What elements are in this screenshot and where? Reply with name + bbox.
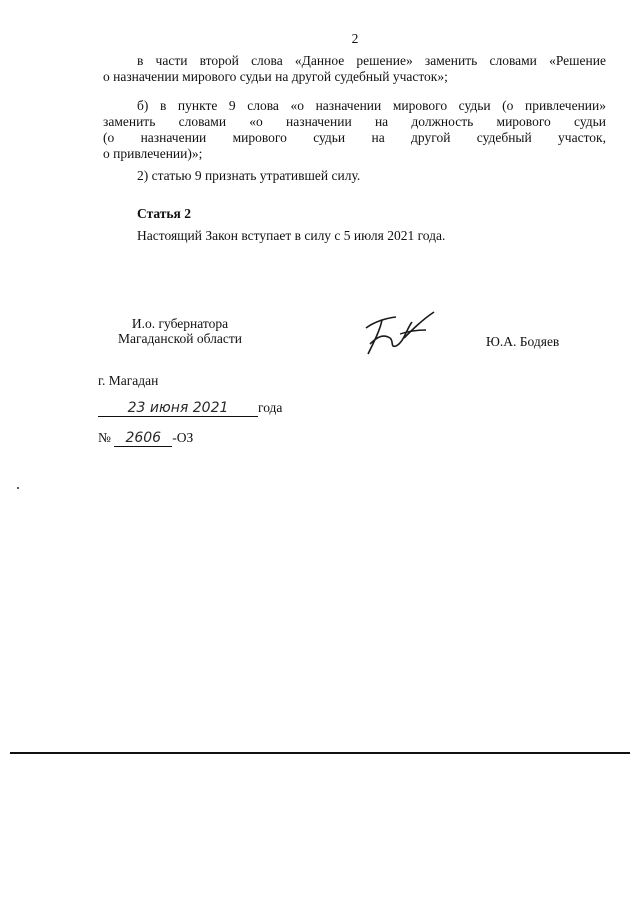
- paragraph-line: заменить словами «о назначении на должность мирового судьи: [103, 114, 606, 129]
- paragraph-line: в части второй слова «Данное решение» заменить словами «Решение: [137, 53, 606, 68]
- page-number: 2: [351, 31, 359, 46]
- city: г. Магадан: [98, 373, 159, 388]
- number-suffix: -ОЗ: [172, 430, 194, 445]
- signatory-name: Ю.А. Бодяев: [486, 334, 560, 349]
- date-suffix: года: [258, 400, 283, 415]
- number-sign: №: [98, 430, 111, 445]
- handwritten-signature: [360, 308, 440, 358]
- signatory-position-line: Магаданской области: [118, 331, 242, 346]
- signing-date: [98, 400, 282, 417]
- paragraph-line: (о назначении мирового судьи на другой судебный участок,: [103, 130, 606, 145]
- paragraph-repeal: 2) статью 9 признать утратившей силу.: [137, 168, 361, 183]
- signatory-position-line: И.о. губернатора: [131, 316, 229, 331]
- paragraph-point-9: [103, 98, 606, 162]
- handwritten-date: 23 июня 2021: [98, 400, 258, 417]
- law-number: [98, 430, 193, 447]
- paragraph-line: б) в пункте 9 слова «о назначении мирового судьи (о привлечении»: [137, 98, 606, 113]
- article-text: Настоящий Закон вступает в силу с 5 июля 2021 года.: [137, 228, 446, 243]
- paragraph-line: о привлечении)»;: [103, 146, 203, 161]
- article-heading: Статья 2: [137, 206, 191, 221]
- handwritten-number: 2606: [114, 430, 172, 447]
- paragraph-part-two: [103, 53, 606, 85]
- signatory-position: [105, 316, 255, 346]
- paragraph-line: о назначении мирового судьи на другой судебный участок»;: [103, 69, 448, 84]
- page-bottom-rule: [10, 752, 630, 754]
- stray-mark: [17, 487, 19, 489]
